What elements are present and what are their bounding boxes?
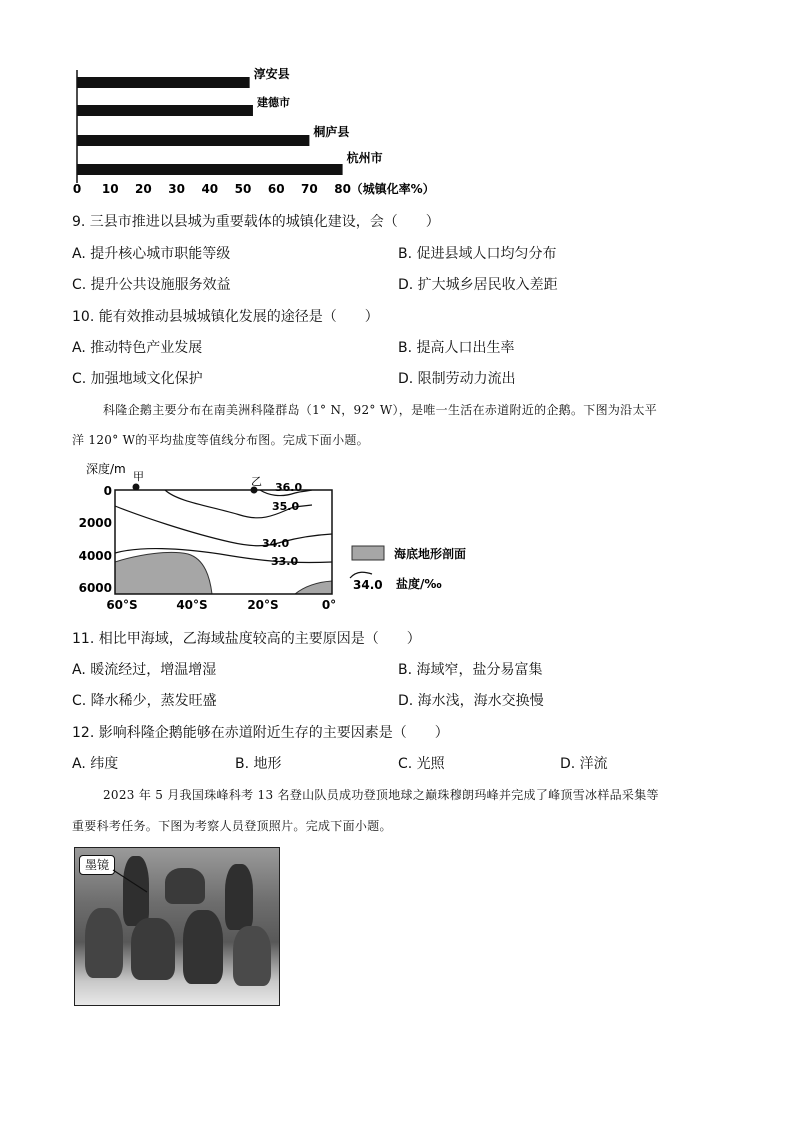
climber-figure <box>183 910 223 984</box>
isoline-label-33: 33.0 <box>271 555 299 568</box>
q12-option-a[interactable]: A. 纬度 <box>72 756 119 772</box>
isoline-label-36: 36.0 <box>275 481 303 494</box>
x-tick-80: 80 <box>334 182 351 196</box>
intro-penguin-line1: 科隆企鹅主要分布在南美洲科隆群岛（1° N，92° W），是唯一生活在赤道附近的企鹅。下图为沿太平 <box>103 403 658 417</box>
legend-seabed-label: 海底地形剖面 <box>394 547 467 561</box>
x-tick-10: 10 <box>101 182 119 196</box>
x-tick-20: 20 <box>135 182 152 196</box>
q11-option-d[interactable]: D. 海水浅，海水交换慢 <box>398 693 544 709</box>
q10-stem: 10. 能有效推动县城城镇化发展的途径是（ ） <box>72 309 379 325</box>
q10-option-a[interactable]: A. 推动特色产业发展 <box>72 340 203 356</box>
sunglasses-label: 墨镜 <box>79 855 115 875</box>
x-axis-label: （城镇化率%） <box>350 182 435 196</box>
x-tick-40: 40 <box>201 182 219 196</box>
lat-tick-60s: 60°S <box>106 598 138 612</box>
bar-label-4: 杭州市 <box>346 151 383 165</box>
bar-2 <box>77 105 253 116</box>
depth-tick-6000: 6000 <box>78 581 112 595</box>
point-jia-label: 甲 <box>133 470 144 483</box>
lat-tick-0: 0° <box>321 598 337 612</box>
summit-team-photo <box>74 847 280 1006</box>
bar-label-3: 桐庐县 <box>313 125 350 139</box>
label-pointer-line <box>111 868 151 898</box>
q9-option-d[interactable]: D. 扩大城乡居民收入差距 <box>398 277 558 293</box>
q9-stem: 9. 三县市推进以县城为重要载体的城镇化建设，会（ ） <box>72 214 440 230</box>
isoline-label-34: 34.0 <box>262 537 290 550</box>
q11-option-b[interactable]: B. 海域窄，盐分易富集 <box>398 662 543 678</box>
q9-option-c[interactable]: C. 提升公共设施服务效益 <box>72 277 231 293</box>
depth-axis-label: 深度/m <box>86 462 126 476</box>
climber-figure <box>131 918 175 980</box>
intro-penguin-line2: 洋 120° W的平均盐度等值线分布图。完成下面小题。 <box>72 433 369 447</box>
x-tick-0: 0 <box>72 182 82 196</box>
depth-tick-2000: 2000 <box>78 516 112 530</box>
q12-option-b[interactable]: B. 地形 <box>235 756 282 772</box>
q12-stem: 12. 影响科隆企鹅能够在赤道附近生存的主要因素是（ ） <box>72 725 449 741</box>
q10-option-b[interactable]: B. 提高人口出生率 <box>398 340 515 356</box>
climber-figure <box>85 908 123 978</box>
climber-figure <box>233 926 271 986</box>
depth-tick-0: 0 <box>103 484 112 498</box>
x-tick-50: 50 <box>234 182 252 196</box>
salinity-isoline-34 <box>115 506 332 546</box>
climber-figure <box>165 868 205 904</box>
legend-seabed-swatch <box>352 546 384 560</box>
bar-1 <box>77 77 250 88</box>
q11-option-a[interactable]: A. 暖流经过，增温增湿 <box>72 662 217 678</box>
bar-3 <box>77 135 309 146</box>
climber-figure <box>225 864 253 930</box>
depth-tick-4000: 4000 <box>78 549 112 563</box>
lat-tick-40s: 40°S <box>176 598 208 612</box>
seabed-profile-left <box>115 552 212 594</box>
point-yi-label: 乙 <box>251 475 262 488</box>
q9-option-b[interactable]: B. 促进县域人口均匀分布 <box>398 246 557 262</box>
bar-4 <box>77 164 343 175</box>
bar-label-1: 淳安县 <box>253 67 290 81</box>
q11-stem: 11. 相比甲海域，乙海域盐度较高的主要原因是（ ） <box>72 631 421 647</box>
point-jia-marker <box>133 484 140 491</box>
intro-everest-line2: 重要科考任务。下图为考察人员登顶照片。完成下面小题。 <box>72 819 392 833</box>
q12-option-c[interactable]: C. 光照 <box>398 756 445 772</box>
bar-label-2: 建德市 <box>256 96 290 109</box>
x-tick-70: 70 <box>301 182 318 196</box>
q12-option-d[interactable]: D. 洋流 <box>560 756 608 772</box>
intro-everest-line1: 2023 年 5 月我国珠峰科考 13 名登山队员成功登顶地球之巅珠穆朗玛峰并完成了峰顶雪冰样品采集等 <box>103 788 659 802</box>
salinity-section-chart <box>70 458 490 613</box>
x-tick-30: 30 <box>168 182 185 196</box>
legend-isoline-value: 34.0 <box>353 578 383 592</box>
urbanization-bar-chart <box>60 65 440 200</box>
q11-option-c[interactable]: C. 降水稀少，蒸发旺盛 <box>72 693 217 709</box>
seabed-profile-right <box>295 581 332 594</box>
q10-option-d[interactable]: D. 限制劳动力流出 <box>398 371 516 387</box>
lat-tick-20s: 20°S <box>247 598 279 612</box>
legend-isoline-label: 盐度/‰ <box>396 577 442 591</box>
q9-option-a[interactable]: A. 提升核心城市职能等级 <box>72 246 231 262</box>
x-tick-60: 60 <box>267 182 285 196</box>
isoline-label-35: 35.0 <box>272 500 300 513</box>
q10-option-c[interactable]: C. 加强地域文化保护 <box>72 371 203 387</box>
